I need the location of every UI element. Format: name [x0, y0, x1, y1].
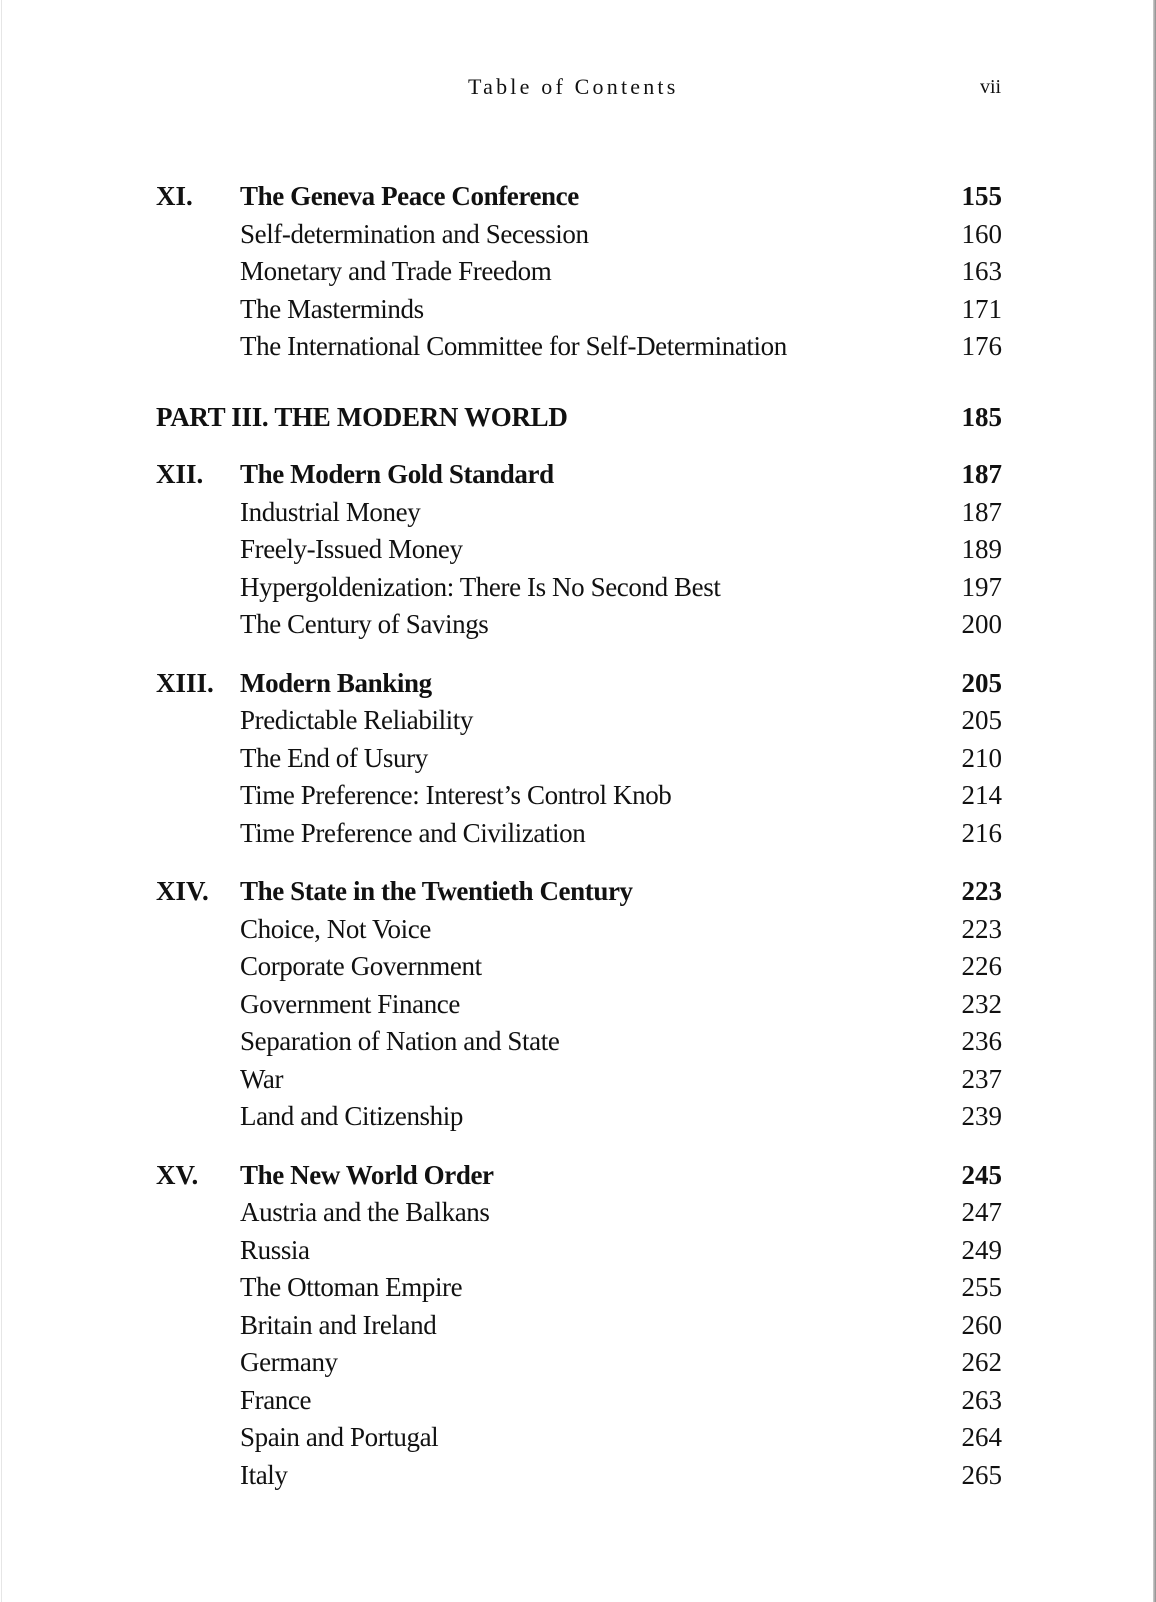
section-title: Britain and Ireland [240, 1309, 437, 1340]
section-title: Separation of Nation and State [240, 1026, 560, 1056]
section-page: 205 [961, 705, 1002, 735]
toc-section-entry[interactable] [156, 531, 1002, 569]
toc-section-entry[interactable] [156, 1023, 1002, 1061]
section-title: Land and Citizenship [240, 1101, 463, 1131]
toc-section-entry[interactable] [156, 1194, 1002, 1232]
toc-chapter-entry[interactable] [156, 178, 1002, 216]
toc-section-entry[interactable] [156, 569, 1002, 607]
toc-section-entry[interactable] [156, 1344, 1002, 1382]
toc-section-entry[interactable] [156, 494, 1002, 532]
toc-section-entry[interactable] [156, 740, 1002, 778]
section-page: 200 [961, 609, 1002, 639]
section-title: Choice, Not Voice [240, 913, 431, 944]
section-title: Freely-Issued Money [240, 534, 463, 564]
toc-section-entry[interactable] [156, 328, 1002, 366]
section-page: 263 [961, 1384, 1002, 1415]
section-title: War [240, 1063, 284, 1094]
chapter-page: 155 [961, 181, 1002, 211]
section-page: 176 [961, 331, 1002, 361]
section-page: 223 [961, 913, 1002, 944]
section-page: 260 [961, 1309, 1002, 1340]
chapter-title: Modern Banking [240, 667, 432, 698]
section-page: 163 [961, 256, 1002, 286]
section-title: Italy [240, 1459, 288, 1490]
section-page: 255 [961, 1272, 1002, 1302]
chapter-number: XIII. [156, 667, 214, 698]
section-title: Russia [240, 1234, 310, 1265]
section-page: 247 [961, 1197, 1002, 1227]
toc-section-entry[interactable] [156, 1307, 1002, 1345]
toc-section-entry[interactable] [156, 1382, 1002, 1420]
page-number-folio: vii [980, 76, 1002, 98]
toc-section-entry[interactable] [156, 986, 1002, 1024]
toc-section-entry[interactable] [156, 1061, 1002, 1099]
toc-chapter-entry[interactable] [156, 456, 1002, 494]
chapter-title: The Modern Gold Standard [240, 459, 554, 489]
section-page: 265 [961, 1459, 1002, 1490]
toc-chapter-entry[interactable] [156, 1157, 1002, 1195]
section-page: 214 [961, 780, 1002, 810]
section-title: The Ottoman Empire [240, 1272, 463, 1302]
section-title: Hypergoldenization: There Is No Second Best [240, 571, 721, 602]
toc-section-entry[interactable] [156, 1098, 1002, 1136]
section-page: 249 [961, 1234, 1002, 1265]
section-title: France [240, 1384, 312, 1415]
toc-section-entry[interactable] [156, 291, 1002, 329]
toc-chapter-entry[interactable] [156, 873, 1002, 911]
section-page: 239 [961, 1101, 1002, 1131]
section-page: 187 [961, 496, 1002, 527]
section-title: Industrial Money [240, 496, 421, 527]
section-page: 189 [961, 534, 1002, 564]
chapter-page: 223 [961, 876, 1002, 906]
toc-section-entry[interactable] [156, 1269, 1002, 1307]
section-title: Germany [240, 1347, 338, 1377]
section-page: 264 [961, 1422, 1002, 1452]
section-title: The Masterminds [240, 293, 424, 324]
chapter-title: The New World Order [240, 1159, 494, 1190]
toc-section-entry[interactable] [156, 606, 1002, 644]
section-page: 210 [961, 742, 1002, 773]
section-title: Predictable Reliability [240, 705, 473, 735]
section-title: Government Finance [240, 988, 460, 1019]
section-title: The End of Usury [240, 742, 428, 773]
section-title: Austria and the Balkans [240, 1197, 490, 1227]
section-title: Monetary and Trade Freedom [240, 256, 552, 286]
toc-chapter-entry[interactable] [156, 665, 1002, 703]
chapter-title: The Geneva Peace Conference [240, 181, 579, 211]
document-page [1, 0, 1153, 1602]
section-page: 197 [961, 571, 1002, 602]
chapter-page: 245 [961, 1159, 1002, 1190]
section-page: 226 [961, 951, 1002, 981]
chapter-title: The State in the Twentieth Century [240, 876, 633, 906]
running-head-title: Table of Contents [468, 74, 679, 99]
toc-section-entry[interactable] [156, 1232, 1002, 1270]
chapter-number: XI. [156, 181, 193, 211]
section-page: 237 [961, 1063, 1002, 1094]
section-page: 160 [961, 218, 1002, 249]
toc-section-entry[interactable] [156, 216, 1002, 254]
toc-section-entry[interactable] [156, 911, 1002, 949]
chapter-number: XV. [156, 1159, 199, 1190]
section-page: 171 [961, 293, 1002, 324]
toc-part-entry[interactable] [156, 399, 1002, 437]
toc-section-entry[interactable] [156, 948, 1002, 986]
section-title: Self-determination and Secession [240, 218, 589, 249]
table-of-contents [156, 178, 1002, 1494]
section-title: Corporate Government [240, 951, 482, 981]
toc-section-entry[interactable] [156, 1419, 1002, 1457]
section-page: 216 [961, 817, 1002, 848]
chapter-page: 205 [961, 667, 1002, 698]
chapter-page: 187 [961, 459, 1002, 489]
section-title: The Century of Savings [240, 609, 489, 639]
chapter-number: XIV. [156, 876, 209, 906]
section-page: 236 [961, 1026, 1002, 1056]
section-title: The International Committee for Self-Determination [240, 331, 787, 361]
section-page: 232 [961, 988, 1002, 1019]
toc-section-entry[interactable] [156, 777, 1002, 815]
toc-section-entry[interactable] [156, 253, 1002, 291]
section-page: 262 [961, 1347, 1002, 1377]
section-title: Time Preference: Interest’s Control Knob [240, 780, 672, 810]
toc-section-entry[interactable] [156, 815, 1002, 853]
toc-section-entry[interactable] [156, 702, 1002, 740]
chapter-number: XII. [156, 459, 204, 489]
toc-section-entry[interactable] [156, 1457, 1002, 1495]
section-title: Spain and Portugal [240, 1422, 439, 1452]
section-title: Time Preference and Civilization [240, 817, 586, 848]
part-page: 185 [961, 401, 1002, 432]
part-title: PART III. THE MODERN WORLD [156, 401, 568, 432]
